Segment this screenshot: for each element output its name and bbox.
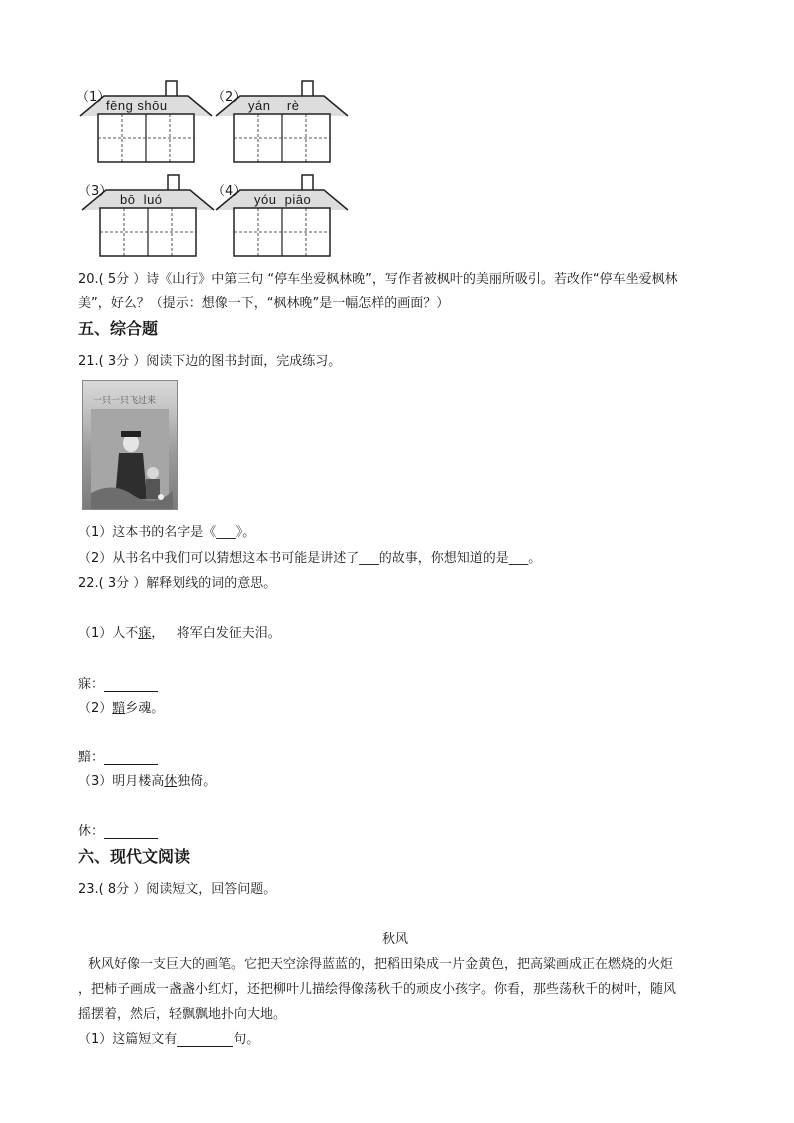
answer-blank[interactable] bbox=[104, 750, 158, 765]
underlined-word: 寐 bbox=[138, 626, 152, 641]
sentence-text: （1）人不 bbox=[78, 626, 139, 641]
passage-line2: ，把柿子画成一盏盏小红灯，还把柳叶儿描绘得像荡秋千的顽皮小孩字。你看，那些荡秋千的树叶，随风 bbox=[78, 982, 677, 997]
house-number: （1） bbox=[76, 90, 111, 105]
answer-label: 黯： bbox=[78, 750, 105, 765]
q21-sub2: （2）从书名中我们可以猜想这本书可能是讲述了___的故事，你想知道的是___。 bbox=[78, 551, 542, 566]
book-cover-image bbox=[82, 380, 178, 510]
house-pinyin: bō luó bbox=[120, 192, 163, 207]
q23-sub1 bbox=[78, 1028, 259, 1047]
sentence-text: 独倚。 bbox=[177, 774, 217, 789]
answer-blank[interactable] bbox=[177, 1032, 233, 1047]
q21-sub1: （1）这本书的名字是《___》。 bbox=[78, 525, 256, 540]
question-text: （1）这篇短文有 bbox=[78, 1032, 178, 1047]
q23-stem: 23.( 8分 ）阅读短文，回答问题。 bbox=[78, 882, 277, 897]
underlined-word: 休 bbox=[164, 774, 178, 789]
answer-blank[interactable] bbox=[104, 824, 158, 839]
sentence-text: 乡魂。 bbox=[125, 701, 165, 716]
pinyin-house-2 bbox=[212, 78, 352, 168]
house-number: （2） bbox=[212, 90, 247, 105]
question-text: 句。 bbox=[233, 1032, 260, 1047]
q22-sentence1 bbox=[78, 622, 281, 641]
q22-stem: 22.( 3分 ）解释划线的词的意思。 bbox=[78, 576, 277, 591]
answer-label: 休： bbox=[78, 824, 105, 839]
q22-answer1 bbox=[78, 673, 158, 692]
q22-answer3 bbox=[78, 820, 158, 839]
q22-answer2 bbox=[78, 746, 158, 765]
house-pinyin: yán rè bbox=[248, 98, 300, 113]
q22-sentence3 bbox=[78, 770, 216, 789]
q21-stem: 21.( 3分 ）阅读下边的图书封面，完成练习。 bbox=[78, 354, 342, 369]
cover-illustration bbox=[83, 381, 177, 509]
sentence-text: ， 将军白发征夫泪。 bbox=[151, 626, 281, 641]
q22-sentence2 bbox=[78, 697, 164, 716]
house-pinyin: fēng shōu bbox=[106, 98, 168, 113]
passage-line1: 秋风好像一支巨大的画笔。它把天空涂得蓝蓝的，把稻田染成一片金黄色，把高粱画成正在燃烧的火炬 bbox=[88, 957, 674, 972]
passage-line3: 摇摆着，然后，轻飘飘地扑向大地。 bbox=[78, 1007, 287, 1022]
underlined-word: 黯 bbox=[112, 701, 126, 716]
book-cover-title: 一只一只飞过来 bbox=[93, 396, 157, 406]
section-heading-6: 六、现代文阅读 bbox=[78, 847, 191, 866]
passage-title: 秋风 bbox=[382, 932, 409, 947]
pinyin-house-3 bbox=[78, 172, 218, 262]
answer-label: 寐： bbox=[78, 677, 105, 692]
q20-line2: 美”，好么？（提示：想像一下，“枫林晚”是一幅怎样的画面？） bbox=[78, 296, 450, 311]
section-heading-5: 五、综合题 bbox=[78, 319, 159, 338]
sentence-text: （2） bbox=[78, 701, 113, 716]
house-pinyin: yóu piāo bbox=[254, 192, 312, 207]
pinyin-house-4 bbox=[212, 172, 352, 262]
sentence-text: （3）明月楼高 bbox=[78, 774, 165, 789]
pinyin-house-1 bbox=[76, 78, 216, 168]
q20-line1: 20.( 5分 ）诗《山行》中第三句 “停车坐爱枫林晚”，写作者被枫叶的美丽所吸引。若改作“停车坐爱枫林 bbox=[78, 272, 678, 287]
house-number: （4） bbox=[212, 184, 247, 199]
answer-blank[interactable] bbox=[104, 677, 158, 692]
house-number: （3） bbox=[78, 184, 113, 199]
